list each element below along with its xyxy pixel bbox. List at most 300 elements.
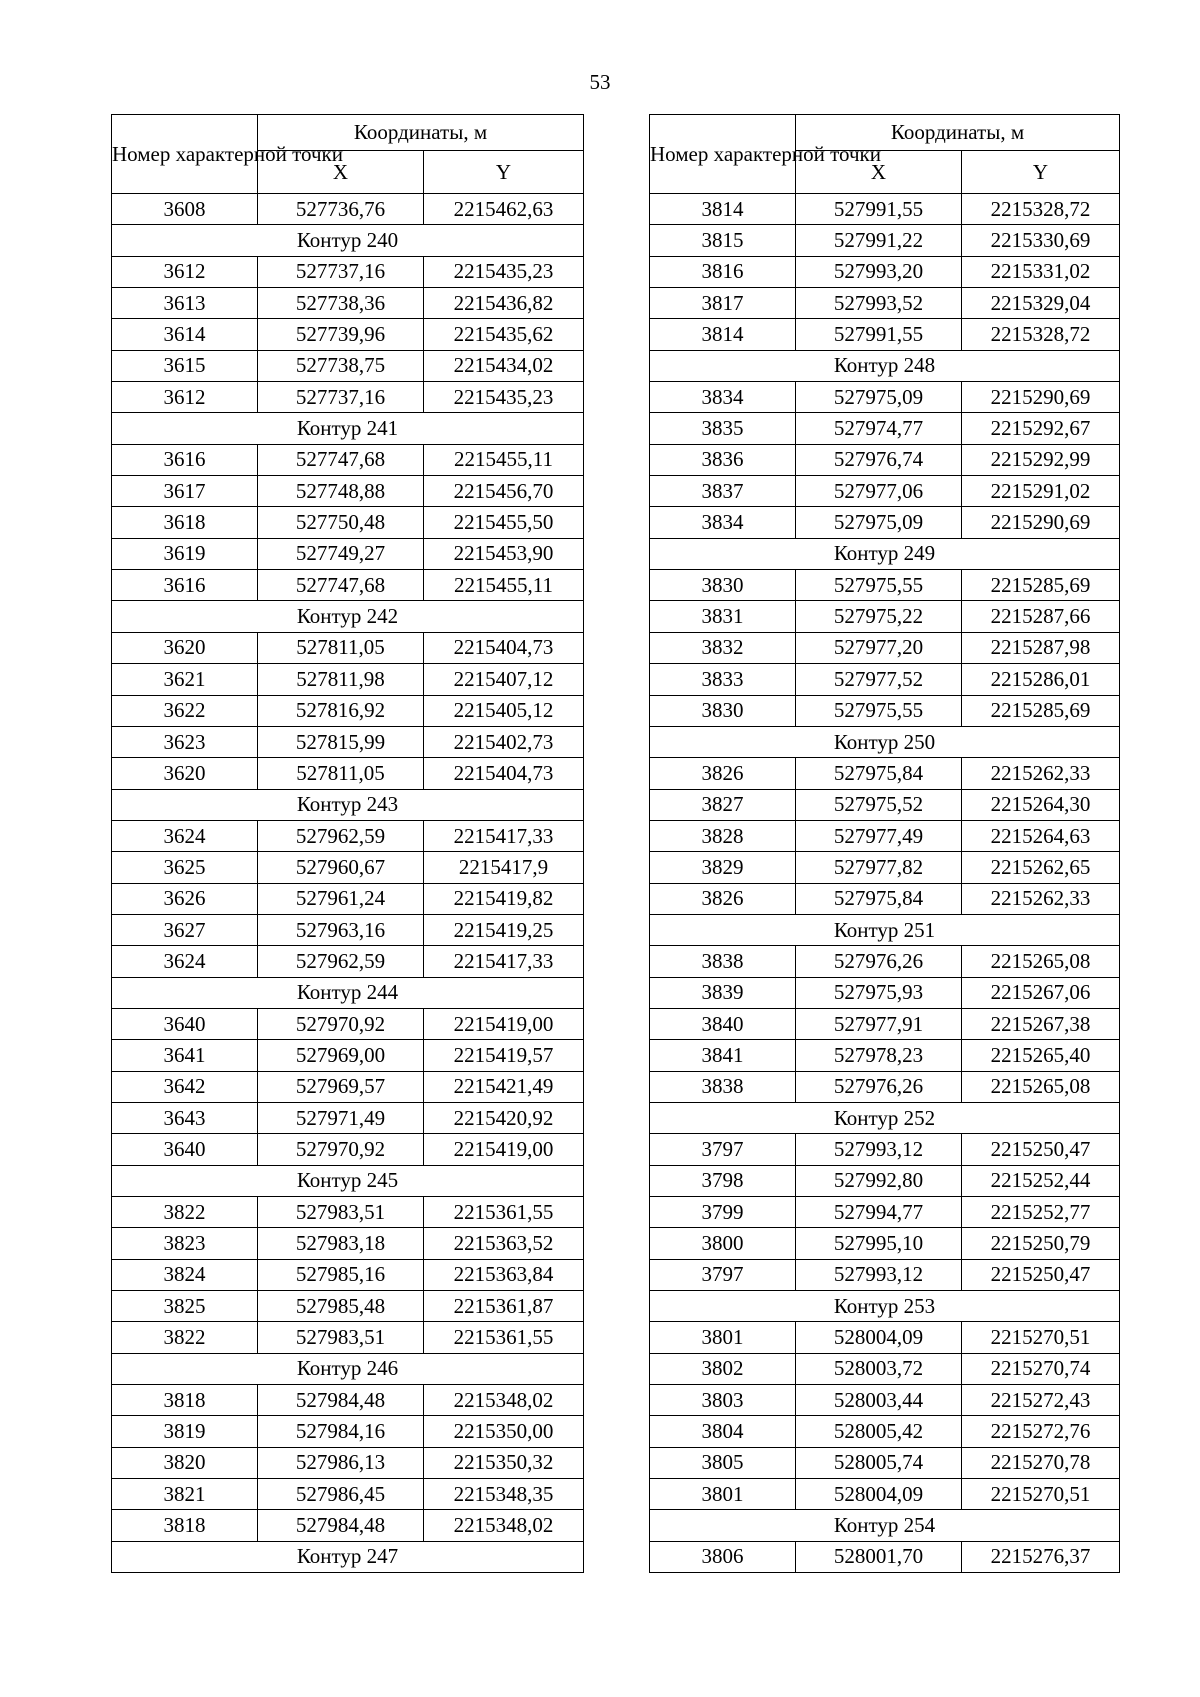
y-coordinate-cell: 2215456,70 xyxy=(424,476,584,507)
y-coordinate-cell: 2215419,25 xyxy=(424,914,584,945)
y-coordinate-cell: 2215331,02 xyxy=(962,256,1120,287)
x-coordinate-cell: 527993,52 xyxy=(796,288,962,319)
y-coordinate-cell: 2215328,72 xyxy=(962,194,1120,225)
y-coordinate-cell: 2215350,32 xyxy=(424,1447,584,1478)
point-number-header: Номер характерной точки xyxy=(650,115,796,194)
point-number-cell: 3832 xyxy=(650,632,796,663)
point-number-cell: 3622 xyxy=(112,695,258,726)
x-coordinate-cell: 527986,45 xyxy=(258,1479,424,1510)
y-coordinate-cell: 2215417,9 xyxy=(424,852,584,883)
y-coordinate-cell: 2215262,33 xyxy=(962,883,1120,914)
point-number-cell: 3819 xyxy=(112,1416,258,1447)
point-number-cell: 3826 xyxy=(650,758,796,789)
table-row xyxy=(112,1040,584,1071)
x-coordinate-cell: 528001,70 xyxy=(796,1541,962,1572)
y-coordinate-cell: 2215262,65 xyxy=(962,852,1120,883)
x-coordinate-cell: 527991,55 xyxy=(796,194,962,225)
point-number-cell: 3797 xyxy=(650,1259,796,1290)
x-coordinate-cell: 527811,98 xyxy=(258,664,424,695)
contour-label: Контур 249 xyxy=(650,538,1120,569)
x-coordinate-cell: 527738,75 xyxy=(258,350,424,381)
y-coordinate-cell: 2215267,06 xyxy=(962,977,1120,1008)
x-coordinate-cell: 527993,20 xyxy=(796,256,962,287)
x-coordinate-cell: 527991,55 xyxy=(796,319,962,350)
table-row xyxy=(112,288,584,319)
point-number-cell: 3640 xyxy=(112,1134,258,1165)
x-coordinate-cell: 527737,16 xyxy=(258,382,424,413)
y-coordinate-cell: 2215363,84 xyxy=(424,1259,584,1290)
y-coordinate-cell: 2215402,73 xyxy=(424,726,584,757)
point-number-cell: 3839 xyxy=(650,977,796,1008)
y-coordinate-cell: 2215291,02 xyxy=(962,476,1120,507)
table-row xyxy=(650,1008,1120,1039)
point-number-cell: 3837 xyxy=(650,476,796,507)
table-row xyxy=(112,1322,584,1353)
point-number-cell: 3621 xyxy=(112,664,258,695)
x-coordinate-cell: 527983,51 xyxy=(258,1197,424,1228)
x-coordinate-cell: 527975,09 xyxy=(796,382,962,413)
y-coordinate-cell: 2215361,55 xyxy=(424,1197,584,1228)
table-row xyxy=(112,538,584,569)
y-coordinate-cell: 2215285,69 xyxy=(962,570,1120,601)
y-coordinate-cell: 2215270,51 xyxy=(962,1479,1120,1510)
point-number-cell: 3620 xyxy=(112,632,258,663)
point-number-cell: 3818 xyxy=(112,1510,258,1541)
table-row xyxy=(650,1071,1120,1102)
x-coordinate-cell: 527749,27 xyxy=(258,538,424,569)
x-column-header: X xyxy=(796,151,962,194)
x-coordinate-cell: 527993,12 xyxy=(796,1134,962,1165)
table-row xyxy=(650,1134,1120,1165)
contour-label: Контур 245 xyxy=(112,1165,584,1196)
point-number-cell: 3817 xyxy=(650,288,796,319)
x-coordinate-cell: 527736,76 xyxy=(258,194,424,225)
contour-row xyxy=(112,413,584,444)
x-coordinate-cell: 527983,51 xyxy=(258,1322,424,1353)
point-number-cell: 3814 xyxy=(650,194,796,225)
table-row xyxy=(112,758,584,789)
x-coordinate-cell: 527739,96 xyxy=(258,319,424,350)
y-coordinate-cell: 2215287,66 xyxy=(962,601,1120,632)
point-number-cell: 3818 xyxy=(112,1385,258,1416)
point-number-cell: 3840 xyxy=(650,1008,796,1039)
x-coordinate-cell: 527984,48 xyxy=(258,1385,424,1416)
y-coordinate-cell: 2215462,63 xyxy=(424,194,584,225)
y-coordinate-cell: 2215455,11 xyxy=(424,444,584,475)
point-number-cell: 3800 xyxy=(650,1228,796,1259)
table-row xyxy=(650,444,1120,475)
table-row xyxy=(650,194,1120,225)
y-coordinate-cell: 2215328,72 xyxy=(962,319,1120,350)
y-coordinate-cell: 2215265,08 xyxy=(962,1071,1120,1102)
x-coordinate-cell: 527975,55 xyxy=(796,570,962,601)
x-coordinate-cell: 527738,36 xyxy=(258,288,424,319)
contour-label: Контур 254 xyxy=(650,1510,1120,1541)
table-row xyxy=(112,1134,584,1165)
x-coordinate-cell: 527992,80 xyxy=(796,1165,962,1196)
contour-label: Контур 253 xyxy=(650,1291,1120,1322)
x-coordinate-cell: 527975,93 xyxy=(796,977,962,1008)
y-coordinate-cell: 2215404,73 xyxy=(424,632,584,663)
point-number-cell: 3824 xyxy=(112,1259,258,1290)
contour-row xyxy=(112,1541,584,1572)
point-number-cell: 3799 xyxy=(650,1197,796,1228)
contour-row xyxy=(650,350,1120,381)
point-number-cell: 3643 xyxy=(112,1102,258,1133)
x-coordinate-cell: 527985,16 xyxy=(258,1259,424,1290)
table-row xyxy=(112,444,584,475)
table-row xyxy=(650,695,1120,726)
contour-label: Контур 242 xyxy=(112,601,584,632)
y-coordinate-cell: 2215417,33 xyxy=(424,946,584,977)
x-coordinate-cell: 527994,77 xyxy=(796,1197,962,1228)
contour-label: Контур 247 xyxy=(112,1541,584,1572)
x-coordinate-cell: 527978,23 xyxy=(796,1040,962,1071)
contour-label: Контур 251 xyxy=(650,914,1120,945)
y-coordinate-cell: 2215361,87 xyxy=(424,1291,584,1322)
y-coordinate-cell: 2215286,01 xyxy=(962,664,1120,695)
x-coordinate-cell: 527975,22 xyxy=(796,601,962,632)
y-coordinate-cell: 2215290,69 xyxy=(962,382,1120,413)
table-row xyxy=(112,632,584,663)
y-coordinate-cell: 2215292,67 xyxy=(962,413,1120,444)
table-row xyxy=(112,946,584,977)
y-coordinate-cell: 2215405,12 xyxy=(424,695,584,726)
table-row xyxy=(112,570,584,601)
point-number-cell: 3641 xyxy=(112,1040,258,1071)
table-row xyxy=(650,977,1120,1008)
table-row xyxy=(112,852,584,883)
point-number-cell: 3833 xyxy=(650,664,796,695)
x-coordinate-cell: 527816,92 xyxy=(258,695,424,726)
point-number-cell: 3802 xyxy=(650,1353,796,1384)
point-number-cell: 3806 xyxy=(650,1541,796,1572)
y-coordinate-cell: 2215436,82 xyxy=(424,288,584,319)
x-coordinate-cell: 528003,72 xyxy=(796,1353,962,1384)
point-number-cell: 3617 xyxy=(112,476,258,507)
x-coordinate-cell: 527991,22 xyxy=(796,225,962,256)
y-coordinate-cell: 2215285,69 xyxy=(962,695,1120,726)
table-row xyxy=(650,820,1120,851)
point-number-cell: 3801 xyxy=(650,1322,796,1353)
coordinates-table-right xyxy=(649,114,1120,1573)
x-coordinate-cell: 527986,13 xyxy=(258,1447,424,1478)
y-coordinate-cell: 2215267,38 xyxy=(962,1008,1120,1039)
contour-row xyxy=(650,1291,1120,1322)
page-number: 53 xyxy=(589,70,611,94)
x-coordinate-cell: 527976,26 xyxy=(796,946,962,977)
y-coordinate-cell: 2215435,23 xyxy=(424,382,584,413)
table-row xyxy=(112,476,584,507)
y-column-header: Y xyxy=(424,151,584,194)
point-number-cell: 3830 xyxy=(650,695,796,726)
table-row xyxy=(112,1228,584,1259)
contour-row xyxy=(112,225,584,256)
table-row xyxy=(650,1353,1120,1384)
table-row xyxy=(650,664,1120,695)
point-number-cell: 3821 xyxy=(112,1479,258,1510)
table-row xyxy=(650,225,1120,256)
table-row xyxy=(650,1416,1120,1447)
y-coordinate-cell: 2215419,00 xyxy=(424,1008,584,1039)
x-coordinate-cell: 527976,74 xyxy=(796,444,962,475)
table-row xyxy=(112,1071,584,1102)
x-coordinate-cell: 527976,26 xyxy=(796,1071,962,1102)
x-coordinate-cell: 527961,24 xyxy=(258,883,424,914)
y-coordinate-cell: 2215419,57 xyxy=(424,1040,584,1071)
table-row xyxy=(650,1259,1120,1290)
y-coordinate-cell: 2215417,33 xyxy=(424,820,584,851)
table-row xyxy=(112,695,584,726)
table-row xyxy=(112,1259,584,1290)
x-coordinate-cell: 527737,16 xyxy=(258,256,424,287)
table-row xyxy=(112,726,584,757)
contour-row xyxy=(650,538,1120,569)
table-row xyxy=(650,413,1120,444)
x-column-header: X xyxy=(258,151,424,194)
table-row xyxy=(650,601,1120,632)
point-number-cell: 3618 xyxy=(112,507,258,538)
coordinates-table-left xyxy=(111,114,584,1573)
contour-row xyxy=(112,1353,584,1384)
table-row xyxy=(112,1416,584,1447)
point-number-cell: 3623 xyxy=(112,726,258,757)
x-coordinate-cell: 527811,05 xyxy=(258,758,424,789)
x-coordinate-cell: 527969,00 xyxy=(258,1040,424,1071)
contour-row xyxy=(650,1510,1120,1541)
y-coordinate-cell: 2215250,47 xyxy=(962,1134,1120,1165)
point-number-cell: 3615 xyxy=(112,350,258,381)
x-coordinate-cell: 527748,88 xyxy=(258,476,424,507)
point-number-cell: 3624 xyxy=(112,946,258,977)
point-number-cell: 3612 xyxy=(112,382,258,413)
x-coordinate-cell: 527971,49 xyxy=(258,1102,424,1133)
point-number-cell: 3834 xyxy=(650,507,796,538)
table-row xyxy=(650,1040,1120,1071)
point-number-cell: 3613 xyxy=(112,288,258,319)
table-row xyxy=(112,1291,584,1322)
point-number-cell: 3834 xyxy=(650,382,796,413)
y-coordinate-cell: 2215435,62 xyxy=(424,319,584,350)
x-coordinate-cell: 527974,77 xyxy=(796,413,962,444)
coordinates-header: Координаты, м xyxy=(796,115,1120,151)
x-coordinate-cell: 527975,55 xyxy=(796,695,962,726)
point-number-cell: 3820 xyxy=(112,1447,258,1478)
table-row xyxy=(112,1447,584,1478)
table-row xyxy=(650,1322,1120,1353)
y-coordinate-cell: 2215407,12 xyxy=(424,664,584,695)
contour-label: Контур 248 xyxy=(650,350,1120,381)
table-row xyxy=(650,1228,1120,1259)
point-number-cell: 3797 xyxy=(650,1134,796,1165)
table-row xyxy=(112,319,584,350)
y-coordinate-cell: 2215421,49 xyxy=(424,1071,584,1102)
point-number-header: Номер характерной точки xyxy=(112,115,258,194)
x-coordinate-cell: 527969,57 xyxy=(258,1071,424,1102)
y-coordinate-cell: 2215420,92 xyxy=(424,1102,584,1133)
point-number-cell: 3838 xyxy=(650,946,796,977)
x-coordinate-cell: 527747,68 xyxy=(258,444,424,475)
y-coordinate-cell: 2215270,51 xyxy=(962,1322,1120,1353)
contour-row xyxy=(112,977,584,1008)
point-number-cell: 3827 xyxy=(650,789,796,820)
y-coordinate-cell: 2215348,02 xyxy=(424,1510,584,1541)
y-coordinate-cell: 2215272,76 xyxy=(962,1416,1120,1447)
contour-row xyxy=(112,789,584,820)
x-coordinate-cell: 527970,92 xyxy=(258,1008,424,1039)
contour-label: Контур 244 xyxy=(112,977,584,1008)
x-coordinate-cell: 527975,84 xyxy=(796,758,962,789)
y-coordinate-cell: 2215330,69 xyxy=(962,225,1120,256)
point-number-cell: 3624 xyxy=(112,820,258,851)
x-coordinate-cell: 528004,09 xyxy=(796,1322,962,1353)
y-coordinate-cell: 2215292,99 xyxy=(962,444,1120,475)
x-coordinate-cell: 527993,12 xyxy=(796,1259,962,1290)
x-coordinate-cell: 527984,48 xyxy=(258,1510,424,1541)
x-coordinate-cell: 527983,18 xyxy=(258,1228,424,1259)
x-coordinate-cell: 528005,42 xyxy=(796,1416,962,1447)
table-row xyxy=(112,820,584,851)
table-row xyxy=(112,507,584,538)
point-number-cell: 3614 xyxy=(112,319,258,350)
y-coordinate-cell: 2215348,02 xyxy=(424,1385,584,1416)
table-row xyxy=(650,758,1120,789)
table-row xyxy=(650,476,1120,507)
table-row xyxy=(650,1447,1120,1478)
x-coordinate-cell: 527975,84 xyxy=(796,883,962,914)
contour-row xyxy=(112,1165,584,1196)
y-coordinate-cell: 2215252,77 xyxy=(962,1197,1120,1228)
y-coordinate-cell: 2215262,33 xyxy=(962,758,1120,789)
point-number-cell: 3826 xyxy=(650,883,796,914)
x-coordinate-cell: 527811,05 xyxy=(258,632,424,663)
x-coordinate-cell: 527747,68 xyxy=(258,570,424,601)
point-number-cell: 3829 xyxy=(650,852,796,883)
y-coordinate-cell: 2215290,69 xyxy=(962,507,1120,538)
x-coordinate-cell: 527977,06 xyxy=(796,476,962,507)
y-coordinate-cell: 2215250,79 xyxy=(962,1228,1120,1259)
contour-label: Контур 240 xyxy=(112,225,584,256)
table-row xyxy=(650,1541,1120,1572)
x-coordinate-cell: 527984,16 xyxy=(258,1416,424,1447)
y-coordinate-cell: 2215348,35 xyxy=(424,1479,584,1510)
y-coordinate-cell: 2215404,73 xyxy=(424,758,584,789)
contour-label: Контур 250 xyxy=(650,726,1120,757)
point-number-cell: 3815 xyxy=(650,225,796,256)
y-coordinate-cell: 2215272,43 xyxy=(962,1385,1120,1416)
y-coordinate-cell: 2215361,55 xyxy=(424,1322,584,1353)
table-row xyxy=(650,382,1120,413)
point-number-cell: 3805 xyxy=(650,1447,796,1478)
table-row xyxy=(650,1479,1120,1510)
table-row xyxy=(650,507,1120,538)
x-coordinate-cell: 527977,52 xyxy=(796,664,962,695)
point-number-cell: 3642 xyxy=(112,1071,258,1102)
y-coordinate-cell: 2215252,44 xyxy=(962,1165,1120,1196)
point-number-cell: 3798 xyxy=(650,1165,796,1196)
x-coordinate-cell: 527963,16 xyxy=(258,914,424,945)
point-number-cell: 3626 xyxy=(112,883,258,914)
y-coordinate-cell: 2215265,08 xyxy=(962,946,1120,977)
point-number-cell: 3801 xyxy=(650,1479,796,1510)
contour-label: Контур 243 xyxy=(112,789,584,820)
contour-row xyxy=(650,914,1120,945)
x-coordinate-cell: 527815,99 xyxy=(258,726,424,757)
x-coordinate-cell: 528003,44 xyxy=(796,1385,962,1416)
table-row xyxy=(112,1102,584,1133)
point-number-cell: 3616 xyxy=(112,444,258,475)
point-number-cell: 3836 xyxy=(650,444,796,475)
y-coordinate-cell: 2215434,02 xyxy=(424,350,584,381)
table-row xyxy=(650,632,1120,663)
y-coordinate-cell: 2215455,11 xyxy=(424,570,584,601)
y-coordinate-cell: 2215350,00 xyxy=(424,1416,584,1447)
contour-label: Контур 241 xyxy=(112,413,584,444)
x-coordinate-cell: 527995,10 xyxy=(796,1228,962,1259)
table-row xyxy=(650,852,1120,883)
table-row xyxy=(650,1165,1120,1196)
point-number-cell: 3804 xyxy=(650,1416,796,1447)
table-row xyxy=(112,1479,584,1510)
table-row xyxy=(650,288,1120,319)
point-number-cell: 3814 xyxy=(650,319,796,350)
y-coordinate-cell: 2215270,74 xyxy=(962,1353,1120,1384)
x-coordinate-cell: 527985,48 xyxy=(258,1291,424,1322)
x-coordinate-cell: 527750,48 xyxy=(258,507,424,538)
x-coordinate-cell: 527970,92 xyxy=(258,1134,424,1165)
table-row xyxy=(112,1008,584,1039)
y-coordinate-cell: 2215265,40 xyxy=(962,1040,1120,1071)
table-row xyxy=(112,194,584,225)
x-coordinate-cell: 527960,67 xyxy=(258,852,424,883)
point-number-cell: 3830 xyxy=(650,570,796,601)
point-number-cell: 3640 xyxy=(112,1008,258,1039)
point-number-cell: 3825 xyxy=(112,1291,258,1322)
table-row xyxy=(112,1197,584,1228)
y-coordinate-cell: 2215276,37 xyxy=(962,1541,1120,1572)
table-row xyxy=(112,664,584,695)
table-row xyxy=(112,914,584,945)
point-number-cell: 3822 xyxy=(112,1197,258,1228)
y-coordinate-cell: 2215329,04 xyxy=(962,288,1120,319)
x-coordinate-cell: 527975,52 xyxy=(796,789,962,820)
point-number-cell: 3612 xyxy=(112,256,258,287)
table-row xyxy=(650,319,1120,350)
table-row xyxy=(650,1385,1120,1416)
x-coordinate-cell: 527977,82 xyxy=(796,852,962,883)
point-number-cell: 3616 xyxy=(112,570,258,601)
contour-row xyxy=(650,1102,1120,1133)
point-number-cell: 3608 xyxy=(112,194,258,225)
y-coordinate-cell: 2215250,47 xyxy=(962,1259,1120,1290)
y-coordinate-cell: 2215453,90 xyxy=(424,538,584,569)
point-number-cell: 3619 xyxy=(112,538,258,569)
point-number-cell: 3625 xyxy=(112,852,258,883)
table-row xyxy=(650,789,1120,820)
x-coordinate-cell: 527977,20 xyxy=(796,632,962,663)
x-coordinate-cell: 528004,09 xyxy=(796,1479,962,1510)
table-row xyxy=(112,1385,584,1416)
x-coordinate-cell: 527962,59 xyxy=(258,946,424,977)
table-row xyxy=(650,256,1120,287)
y-coordinate-cell: 2215435,23 xyxy=(424,256,584,287)
point-number-cell: 3835 xyxy=(650,413,796,444)
point-number-cell: 3838 xyxy=(650,1071,796,1102)
table-row xyxy=(112,350,584,381)
table-row xyxy=(112,1510,584,1541)
point-number-cell: 3627 xyxy=(112,914,258,945)
point-number-cell: 3620 xyxy=(112,758,258,789)
